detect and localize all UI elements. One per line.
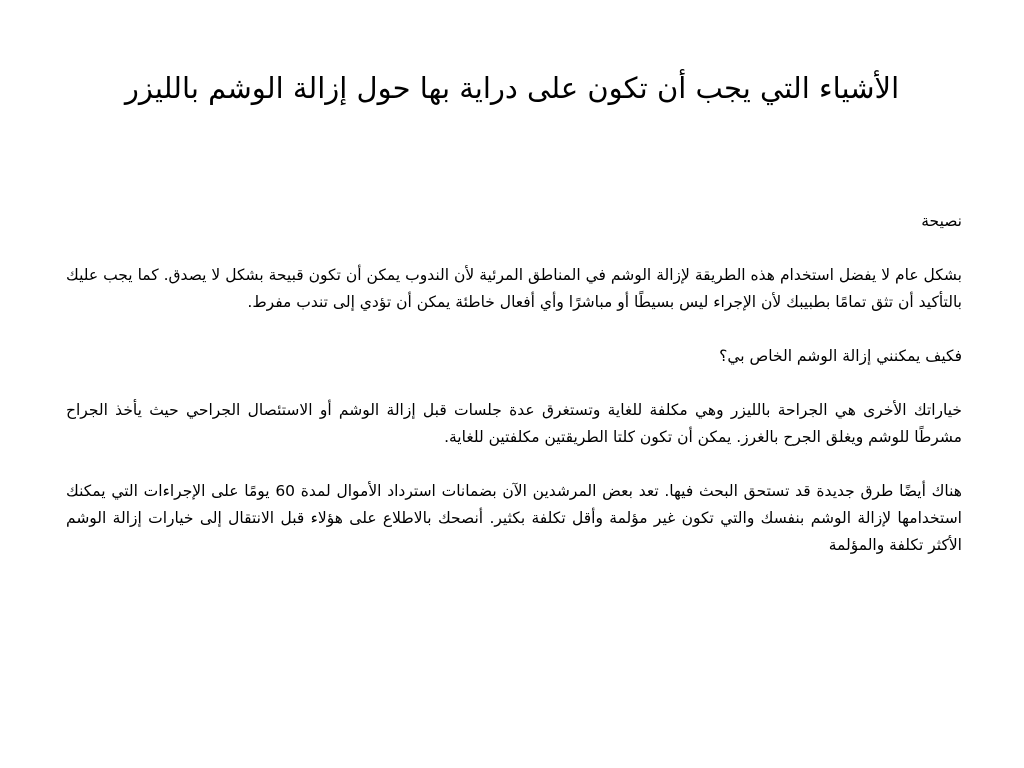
paragraph-other-options: خياراتك الأخرى هي الجراحة بالليزر وهي مكلفة للغاية وتستغرق عدة جلسات قبل إزالة الوشم أو الاستئصال الجراحي حيث يأخذ الجراح مشرطًا للوشم ويغلق الجرح بالغرز. يمكن أن تكون كلتا الطريقتين مكلفتين للغاية.	[66, 401, 962, 446]
paragraph-new-methods: هناك أيضًا طرق جديدة قد تستحق البحث فيها. تعد بعض المرشدين الآن بضمانات استرداد الأموال لمدة 60 يومًا على الإجراءات التي يمكنك استخدامها لإزالة الوشم بنفسك والتي تكون غير مؤلمة وأقل تكلفة بكثير. أنصحك بالاطلاع على هؤلاء قبل الانتقال إلى خيارات إزالة الوشم الأكثر تكلفة والمؤلمة	[66, 482, 962, 554]
paragraph-scarring-warning: بشكل عام لا يفضل استخدام هذه الطريقة لإزالة الوشم في المناطق المرئية لأن الندوب يمكن أن تكون قبيحة بشكل لا يصدق. كما يجب عليك بالتأكيد أن تثق تمامًا بطبيبك لأن الإجراء ليس بسيطًا أو مباشرًا وأي أفعال خاطئة يمكن أن تؤدي إلى تندب مفرط.	[66, 266, 962, 311]
slide-title: الأشياء التي يجب أن تكون على دراية بها حول إزالة الوشم بالليزر	[124, 71, 900, 105]
slide-body	[66, 208, 962, 559]
paragraph-tip-heading: نصيحة	[921, 212, 962, 230]
paragraph-question: فكيف يمكنني إزالة الوشم الخاص بي؟	[719, 347, 962, 365]
